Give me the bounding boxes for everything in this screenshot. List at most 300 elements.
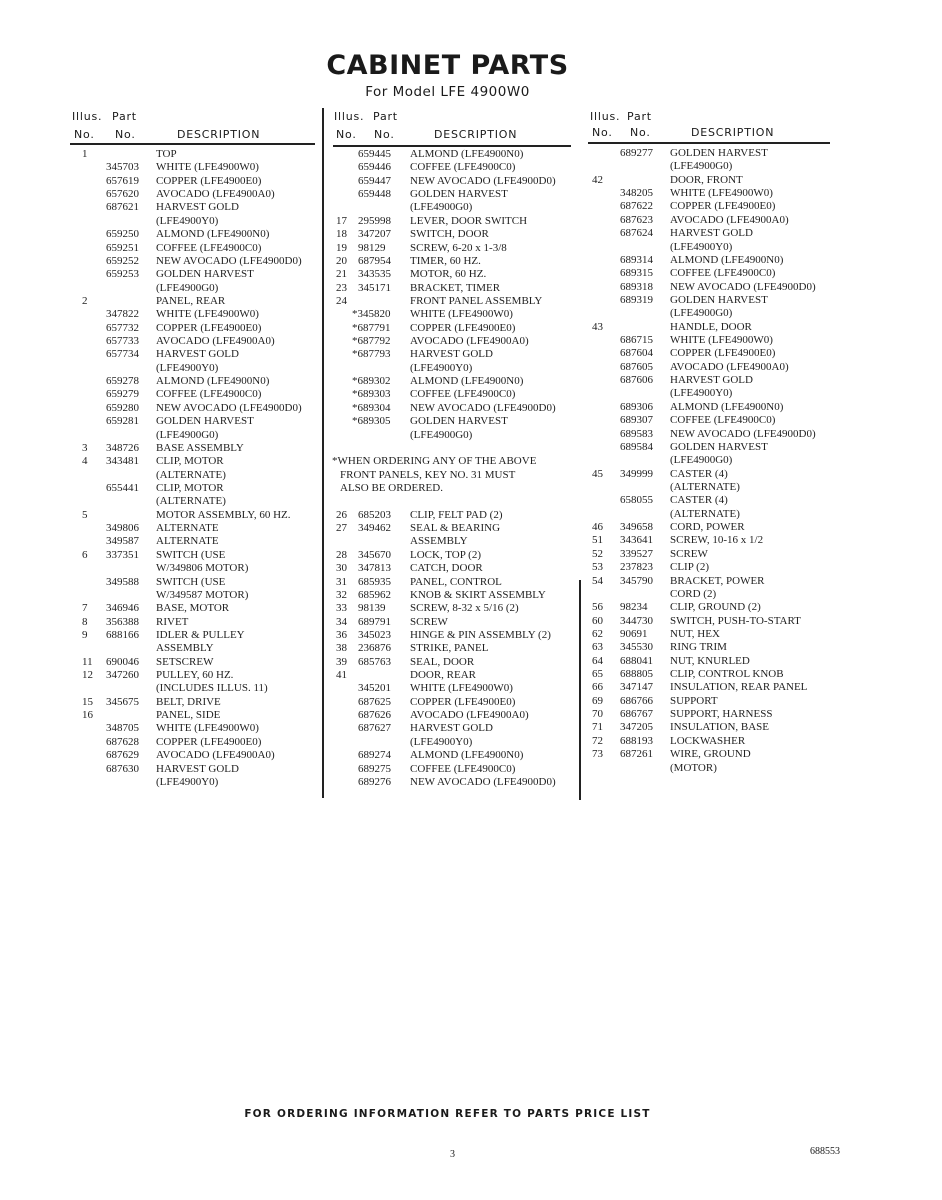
part-number: 349658 (620, 521, 653, 534)
part-number: 657732 (106, 321, 139, 334)
part-description: (ALTERNATE) (670, 507, 740, 520)
part-description: CLIP, FELT PAD (2) (410, 508, 503, 521)
part-number: 687621 (106, 201, 139, 214)
part-description: ASSEMBLY (156, 642, 214, 655)
part-number: 686715 (620, 334, 653, 347)
part-description: AVOCADO (LFE4900A0) (156, 335, 275, 348)
part-description: AVOCADO (LFE4900A0) (670, 360, 789, 373)
part-number: 685935 (358, 575, 391, 588)
description-header: DESCRIPTION (434, 128, 518, 141)
part-number: 689276 (358, 775, 391, 788)
part-description: CLIP, MOTOR (156, 455, 224, 468)
part-number: 689584 (620, 440, 653, 453)
part-number: 659251 (106, 241, 139, 254)
part-description: (LFE4900G0) (670, 454, 733, 467)
illus-number: 26 (336, 508, 347, 521)
part-description: ALMOND (LFE4900N0) (670, 253, 784, 266)
part-number: 659445 (358, 148, 391, 160)
page-title: CABINET PARTS (326, 50, 569, 81)
illus-number: 3 (82, 441, 88, 454)
part-number: 295998 (358, 214, 391, 227)
part-description: INSULATION, BASE (670, 721, 769, 734)
part-number: 688193 (620, 734, 653, 747)
part-number: 349588 (106, 575, 139, 588)
part-description: (ALTERNATE) (156, 495, 226, 508)
illus-number: 1 (82, 148, 88, 160)
part-description: GOLDEN HARVEST (670, 440, 768, 453)
part-description: CLIP, GROUND (2) (670, 601, 761, 614)
part-description: ALMOND (LFE4900N0) (410, 749, 524, 762)
part-number: 687624 (620, 227, 653, 240)
part-description: ASSEMBLY (410, 535, 468, 548)
part-number: 657734 (106, 348, 139, 361)
part-description: GOLDEN HARVEST (410, 188, 508, 201)
part-number: 349806 (106, 522, 139, 535)
part-description: ALMOND (LFE4900N0) (410, 148, 524, 160)
part-description: SEAL, DOOR (410, 655, 475, 668)
part-number: 349999 (620, 467, 653, 480)
part-number: 687622 (620, 200, 653, 213)
part-description: ALTERNATE (156, 522, 219, 535)
part-number: 237823 (620, 561, 653, 574)
part-description: NUT, KNURLED (670, 654, 750, 667)
part-number: 659278 (106, 375, 139, 388)
illus-number: 19 (336, 241, 347, 254)
part-number: 349587 (106, 535, 139, 548)
part-description: KNOB & SKIRT ASSEMBLY (410, 588, 546, 601)
part-description: AVOCADO (LFE4900A0) (156, 749, 275, 762)
part-description: (LFE4900G0) (670, 307, 733, 320)
illus-number: 73 (592, 748, 603, 761)
part-description: BRACKET, POWER (670, 574, 765, 587)
illus-number: 28 (336, 548, 347, 561)
part-description: BASE, MOTOR (156, 602, 230, 615)
illus-number: 16 (82, 709, 93, 722)
part-description: HANDLE, DOOR (670, 320, 752, 333)
part-number: 345201 (358, 682, 391, 695)
part-description: COFFEE (LFE4900C0) (410, 161, 516, 174)
column-divider (322, 108, 324, 798)
part-description: CASTER (4) (670, 494, 728, 507)
model-subtitle: For Model LFE 4900W0 (365, 84, 530, 100)
part-description: AVOCADO (LFE4900A0) (670, 213, 789, 226)
part-description: SCREW (670, 547, 708, 560)
part-number: 687604 (620, 347, 653, 360)
part-number: *687793 (352, 348, 391, 361)
header-rule (588, 142, 830, 144)
part-description: COFFEE (LFE4900C0) (670, 414, 776, 427)
part-description: COPPER (LFE4900E0) (410, 321, 516, 334)
part-number: 236876 (358, 642, 391, 655)
part-description: CASTER (4) (670, 467, 728, 480)
illus-number: 8 (82, 615, 88, 628)
part-number: 345023 (358, 628, 391, 641)
part-description: MOTOR ASSEMBLY, 60 HZ. (156, 508, 291, 521)
illus-number: 9 (82, 628, 88, 641)
part-description: COPPER (LFE4900E0) (410, 695, 516, 708)
part-description: WHITE (LFE4900W0) (410, 682, 513, 695)
illus-number: 20 (336, 254, 347, 267)
description-header: DESCRIPTION (177, 128, 261, 141)
page-number: 3 (450, 1149, 455, 1160)
illus-number: 43 (592, 320, 603, 333)
part-number: 689319 (620, 293, 653, 306)
part-description: GOLDEN HARVEST (156, 415, 254, 428)
illus-header: Illus. (590, 110, 621, 123)
illus-number: 31 (336, 575, 347, 588)
illus-no-header: No. (74, 128, 95, 141)
part-description: PULLEY, 60 HZ. (156, 669, 234, 682)
part-description: COPPER (LFE4900E0) (670, 200, 776, 213)
illus-number: 33 (336, 602, 347, 615)
part-description: TOP (156, 148, 177, 160)
part-description: (LFE4900G0) (670, 160, 733, 173)
part-number: 345670 (358, 548, 391, 561)
illus-number: 60 (592, 614, 603, 627)
part-number: *687792 (352, 335, 391, 348)
part-number: 689315 (620, 267, 653, 280)
illus-number: 27 (336, 522, 347, 535)
illus-number: 18 (336, 228, 347, 241)
part-number: 687626 (358, 709, 391, 722)
part-description: CLIP, MOTOR (156, 481, 224, 494)
part-description: SEAL & BEARING (410, 522, 501, 535)
part-description: PANEL, SIDE (156, 709, 221, 722)
illus-number: 52 (592, 547, 603, 560)
part-description: NUT, HEX (670, 627, 720, 640)
part-number: 346946 (106, 602, 139, 615)
part-number: 689307 (620, 414, 653, 427)
part-description: NEW AVOCADO (LFE4900D0) (670, 427, 816, 440)
part-description: LEVER, DOOR SWITCH (410, 214, 528, 227)
part-number: 349462 (358, 522, 391, 535)
illus-number: 72 (592, 734, 603, 747)
part-description: RIVET (156, 615, 189, 628)
part-number: 345530 (620, 641, 653, 654)
part-number: 339527 (620, 547, 653, 560)
part-description: ALMOND (LFE4900N0) (156, 375, 270, 388)
part-description: W/349806 MOTOR) (156, 562, 249, 575)
part-number: *689303 (352, 388, 391, 401)
part-description: GOLDEN HARVEST (670, 293, 768, 306)
part-description: LOCKWASHER (670, 734, 746, 747)
part-description: DOOR, REAR (410, 669, 477, 682)
part-description: COFFEE (LFE4900C0) (410, 388, 516, 401)
part-description: LOCK, TOP (2) (410, 548, 481, 561)
part-number: 356388 (106, 615, 139, 628)
part-description: COPPER (LFE4900E0) (670, 347, 776, 360)
part-number: 659281 (106, 415, 139, 428)
illus-number: 53 (592, 561, 603, 574)
illus-number: 62 (592, 627, 603, 640)
part-description: NEW AVOCADO (LFE4900D0) (410, 401, 556, 414)
part-number: 659280 (106, 401, 139, 414)
header-rule (333, 145, 571, 147)
part-number: 659448 (358, 188, 391, 201)
illus-number: 65 (592, 668, 603, 681)
part-number: *689302 (352, 375, 391, 388)
part-description: (LFE4900G0) (410, 201, 473, 214)
part-description: GOLDEN HARVEST (410, 415, 508, 428)
part-description: SCREW, 10-16 x 1/2 (670, 534, 764, 547)
part-number: 337351 (106, 548, 139, 561)
part-number: 348205 (620, 187, 653, 200)
part-header: Part (373, 110, 398, 123)
part-no-header: No. (630, 126, 651, 139)
part-number: 687628 (106, 735, 139, 748)
part-number: 345171 (358, 281, 391, 294)
part-number: 98129 (358, 241, 386, 254)
part-description: SETSCREW (156, 655, 214, 668)
illus-number: 21 (336, 268, 347, 281)
part-description: RING TRIM (670, 641, 727, 654)
part-description: WHITE (LFE4900W0) (410, 308, 513, 321)
part-description: (LFE4900Y0) (410, 735, 473, 748)
part-description: (LFE4900Y0) (156, 361, 219, 374)
part-description: CATCH, DOOR (410, 562, 483, 575)
illus-number: 70 (592, 708, 603, 721)
part-number: 659253 (106, 268, 139, 281)
part-description: IDLER & PULLEY (156, 628, 245, 641)
illus-number: 66 (592, 681, 603, 694)
part-description: COPPER (LFE4900E0) (156, 321, 262, 334)
illus-number: 23 (336, 281, 347, 294)
part-number: 689791 (358, 615, 391, 628)
part-header: Part (112, 110, 137, 123)
part-description: WHITE (LFE4900W0) (670, 334, 773, 347)
part-number: 343535 (358, 268, 391, 281)
part-description: PANEL, CONTROL (410, 575, 502, 588)
part-number: 343641 (620, 534, 653, 547)
part-number: 685763 (358, 655, 391, 668)
part-description: BELT, DRIVE (156, 695, 221, 708)
part-description: HARVEST GOLD (156, 348, 239, 361)
illus-number: 11 (82, 655, 93, 668)
part-description: NEW AVOCADO (LFE4900D0) (156, 254, 302, 267)
part-description: SUPPORT (670, 694, 718, 707)
part-description: HINGE & PIN ASSEMBLY (2) (410, 628, 551, 641)
part-description: NEW AVOCADO (LFE4900D0) (410, 775, 556, 788)
part-number: 689306 (620, 400, 653, 413)
part-description: WHITE (LFE4900W0) (156, 161, 259, 174)
illus-header: Illus. (334, 110, 365, 123)
part-number: 659252 (106, 254, 139, 267)
illus-number: 38 (336, 642, 347, 655)
part-description: BRACKET, TIMER (410, 281, 501, 294)
part-description: HARVEST GOLD (156, 762, 239, 775)
part-description: HARVEST GOLD (410, 722, 493, 735)
illus-number: 63 (592, 641, 603, 654)
part-number: *689305 (352, 415, 391, 428)
part-number: 659447 (358, 174, 391, 187)
part-number: 689314 (620, 253, 653, 266)
illus-number: 41 (336, 669, 347, 682)
illus-number: 56 (592, 601, 603, 614)
part-number: 347813 (358, 562, 391, 575)
part-number: 685962 (358, 588, 391, 601)
illus-no-header: No. (592, 126, 613, 139)
part-description: (LFE4900Y0) (410, 361, 473, 374)
part-description: CORD (2) (670, 587, 717, 600)
part-number: 90691 (620, 627, 648, 640)
illus-number: 17 (336, 214, 347, 227)
part-description: SWITCH (USE (156, 548, 226, 561)
part-description: HARVEST GOLD (670, 374, 753, 387)
part-description: MOTOR, 60 HZ. (410, 268, 487, 281)
part-number: 690046 (106, 655, 139, 668)
part-description: NEW AVOCADO (LFE4900D0) (410, 174, 556, 187)
part-number: 687623 (620, 213, 653, 226)
part-number: 347205 (620, 721, 653, 734)
part-description: ALTERNATE (156, 535, 219, 548)
part-description: WHITE (LFE4900W0) (670, 187, 773, 200)
part-number: 345675 (106, 695, 139, 708)
illus-number: 15 (82, 695, 93, 708)
part-number: 344730 (620, 614, 653, 627)
ordering-note: ALSO BE ORDERED. (340, 481, 443, 494)
illus-number: 2 (82, 294, 88, 307)
part-description: HARVEST GOLD (670, 227, 753, 240)
part-number: 347822 (106, 308, 139, 321)
part-number: 657620 (106, 188, 139, 201)
part-description: (MOTOR) (670, 761, 717, 774)
part-description: ALMOND (LFE4900N0) (670, 400, 784, 413)
part-description: SWITCH, DOOR (410, 228, 489, 241)
part-description: CLIP (2) (670, 561, 710, 574)
header-rule (70, 143, 315, 145)
part-number: 687627 (358, 722, 391, 735)
part-number: 687625 (358, 695, 391, 708)
part-number: 689277 (620, 147, 653, 159)
part-number: 689583 (620, 427, 653, 440)
part-description: (INCLUDES ILLUS. 11) (156, 682, 268, 695)
part-number: 685203 (358, 508, 391, 521)
part-description: (ALTERNATE) (670, 480, 740, 493)
part-number: 688041 (620, 654, 653, 667)
part-number: 688166 (106, 628, 139, 641)
part-number: 686766 (620, 694, 653, 707)
part-number: *687791 (352, 321, 391, 334)
part-description: (LFE4900Y0) (156, 775, 219, 788)
part-description: (LFE4900Y0) (670, 240, 733, 253)
part-number: 655441 (106, 481, 139, 494)
part-description: (LFE4900G0) (156, 281, 219, 294)
illus-number: 7 (82, 602, 88, 615)
illus-number: 32 (336, 588, 347, 601)
part-number: 687606 (620, 374, 653, 387)
part-description: (LFE4900G0) (156, 428, 219, 441)
part-number: 345703 (106, 161, 139, 174)
part-description: HARVEST GOLD (410, 348, 493, 361)
part-number: *689304 (352, 401, 391, 414)
part-number: 689274 (358, 749, 391, 762)
part-number: 688805 (620, 668, 653, 681)
part-number: 687605 (620, 360, 653, 373)
part-description: BASE ASSEMBLY (156, 441, 244, 454)
part-no-header: No. (115, 128, 136, 141)
part-description: (ALTERNATE) (156, 468, 226, 481)
part-description: ALMOND (LFE4900N0) (156, 228, 270, 241)
part-description: WIRE, GROUND (670, 748, 751, 761)
part-description: COFFEE (LFE4900C0) (156, 241, 262, 254)
ordering-footer: FOR ORDERING INFORMATION REFER TO PARTS PRICE LIST (244, 1108, 651, 1120)
part-description: DOOR, FRONT (670, 173, 743, 186)
ordering-note: *WHEN ORDERING ANY OF THE ABOVE (332, 455, 537, 468)
illus-number: 69 (592, 694, 603, 707)
part-description: GOLDEN HARVEST (670, 147, 768, 159)
part-description: COFFEE (LFE4900C0) (410, 762, 516, 775)
part-number: *345820 (352, 308, 391, 321)
part-description: CORD, POWER (670, 521, 745, 534)
part-header: Part (627, 110, 652, 123)
part-no-header: No. (374, 128, 395, 141)
part-number: 657619 (106, 174, 139, 187)
illus-number: 64 (592, 654, 603, 667)
part-description: (LFE4900G0) (410, 428, 473, 441)
illus-number: 34 (336, 615, 347, 628)
part-description: SWITCH, PUSH-TO-START (670, 614, 801, 627)
part-description: HARVEST GOLD (156, 201, 239, 214)
part-number: 689275 (358, 762, 391, 775)
part-description: STRIKE, PANEL (410, 642, 489, 655)
part-description: NEW AVOCADO (LFE4900D0) (670, 280, 816, 293)
part-description: PANEL, REAR (156, 294, 226, 307)
part-description: WHITE (LFE4900W0) (156, 722, 259, 735)
part-number: 686767 (620, 708, 653, 721)
part-description: COFFEE (LFE4900C0) (156, 388, 262, 401)
part-number: 658055 (620, 494, 653, 507)
part-description: SUPPORT, HARNESS (670, 708, 773, 721)
illus-header: Illus. (72, 110, 103, 123)
part-description: (LFE4900Y0) (156, 214, 219, 227)
part-number: 657733 (106, 335, 139, 348)
part-description: FRONT PANEL ASSEMBLY (410, 294, 543, 307)
part-description: NEW AVOCADO (LFE4900D0) (156, 401, 302, 414)
part-description: SCREW, 6-20 x 1-3/8 (410, 241, 507, 254)
document-number: 688553 (810, 1146, 840, 1157)
part-description: SWITCH (USE (156, 575, 226, 588)
part-description: COFFEE (LFE4900C0) (670, 267, 776, 280)
part-number: 348705 (106, 722, 139, 735)
illus-number: 54 (592, 574, 603, 587)
illus-number: 45 (592, 467, 603, 480)
part-description: W/349587 MOTOR) (156, 588, 249, 601)
illus-number: 12 (82, 669, 93, 682)
part-description: AVOCADO (LFE4900A0) (410, 709, 529, 722)
part-description: SCREW, 8-32 x 5/16 (2) (410, 602, 519, 615)
part-description: ALMOND (LFE4900N0) (410, 375, 524, 388)
illus-no-header: No. (336, 128, 357, 141)
part-description: TIMER, 60 HZ. (410, 254, 481, 267)
illus-number: 4 (82, 455, 88, 468)
part-number: 347260 (106, 669, 139, 682)
part-number: 687630 (106, 762, 139, 775)
ordering-note: FRONT PANELS, KEY NO. 31 MUST (340, 468, 516, 481)
part-number: 687261 (620, 748, 653, 761)
part-number: 659446 (358, 161, 391, 174)
illus-number: 5 (82, 508, 88, 521)
part-number: 687954 (358, 254, 391, 267)
part-description: AVOCADO (LFE4900A0) (410, 335, 529, 348)
part-description: SCREW (410, 615, 448, 628)
column-divider (579, 580, 581, 800)
part-description: CLIP, CONTROL KNOB (670, 668, 784, 681)
part-number: 347147 (620, 681, 653, 694)
part-number: 345790 (620, 574, 653, 587)
part-number: 347207 (358, 228, 391, 241)
illus-number: 30 (336, 562, 347, 575)
illus-number: 24 (336, 294, 347, 307)
